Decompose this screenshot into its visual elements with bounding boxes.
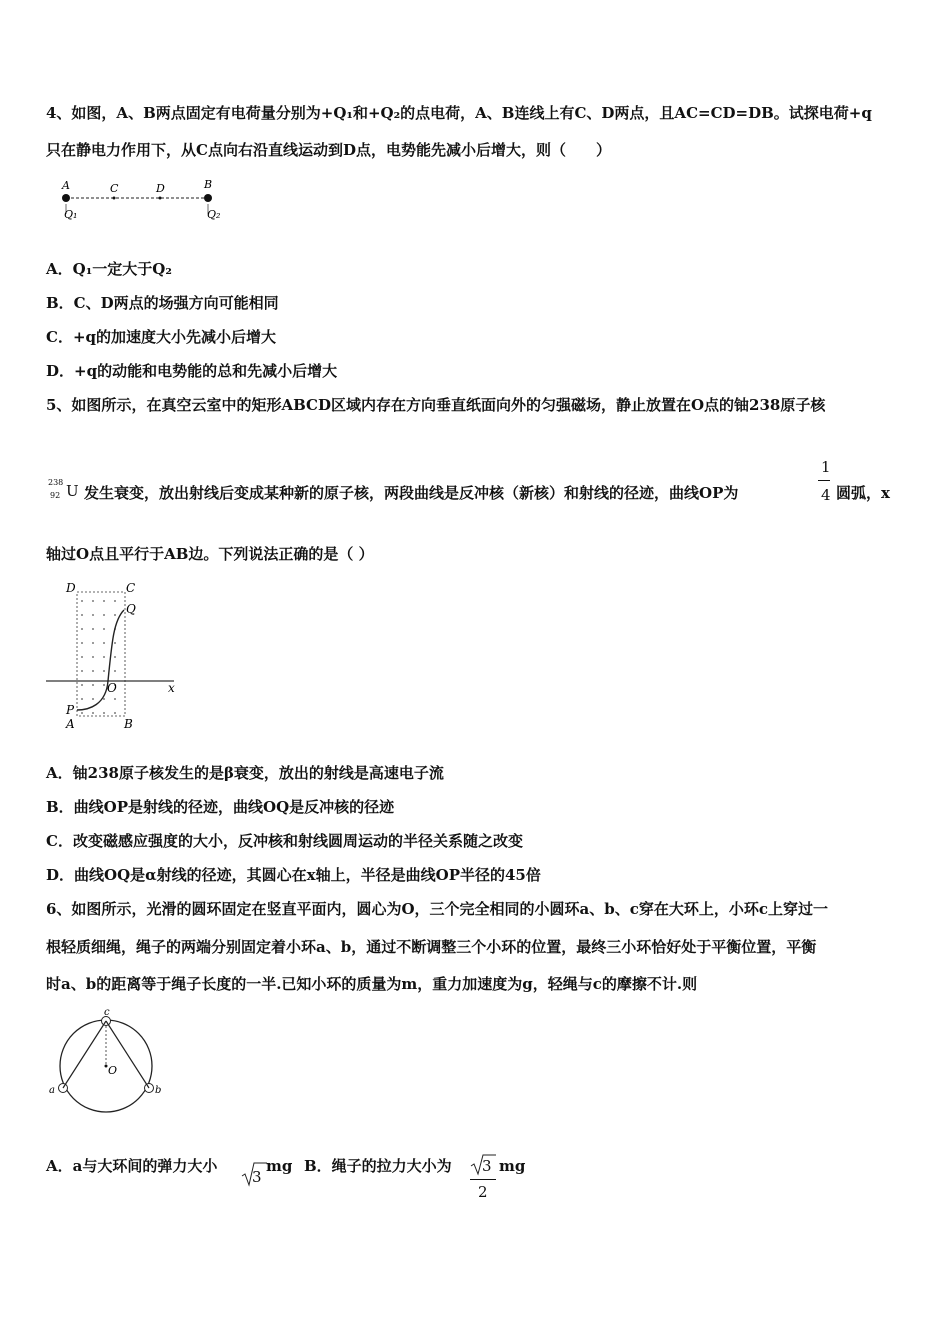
- fraction-numerator: 1: [821, 458, 831, 476]
- q5-option-b: B．曲线OP是射线的径迹，曲线OQ是反冲核的径迹: [46, 798, 395, 816]
- nuclide-atomic-number: 92: [50, 491, 61, 500]
- fraction-denominator: 4: [821, 486, 831, 504]
- label-A: A: [66, 717, 75, 731]
- q6-stem-line2: 根轻质细绳，绳子的两端分别固定着小环a、b，通过不断调整三个小环的位置，最终三小环恰好处于平衡位置，平衡: [46, 938, 817, 956]
- label-D: D: [156, 182, 165, 195]
- q6-stem-line1: 6、如图所示，光滑的圆环固定在竖直平面内，圆心为O，三个完全相同的小圆环a、b、c穿在大环上，小环c上穿过一: [46, 900, 828, 918]
- label-C: C: [110, 182, 119, 195]
- q5-stem-line3: 轴过O点且平行于AB边。下列说法正确的是（ ）: [46, 545, 374, 563]
- option-b-radicand: 3: [482, 1157, 492, 1175]
- label-Q: Q: [126, 602, 136, 616]
- q4-stem-line1: 4、如图，A、B两点固定有电荷量分别为+Q₁和+Q₂的点电荷，A、B连线上有C、D两点，且AC=CD=DB。试探电荷+q: [46, 104, 872, 122]
- nuclide-mass-number: 238: [48, 478, 64, 487]
- option-b-fraction-bar: [470, 1179, 496, 1180]
- q4-option-d: D．+q的动能和电势能的总和先减小后增大: [46, 362, 338, 380]
- q4-option-a: A．Q₁一定大于Q₂: [46, 260, 172, 278]
- label-a: a: [49, 1085, 55, 1096]
- label-Q1: Q₁: [64, 208, 78, 221]
- q6-stem-line3: 时a、b的距离等于绳子长度的一半.已知小环的质量为m，重力加速度为g，轻绳与c的摩擦不计.则: [46, 975, 698, 993]
- q5-stem-line2-end: 圆弧，x: [836, 484, 890, 502]
- label-D: D: [66, 581, 76, 595]
- option-a-radicand: 3: [252, 1168, 262, 1186]
- option-b-denominator: 2: [478, 1183, 488, 1201]
- label-c: c: [104, 1008, 110, 1018]
- label-b: b: [155, 1085, 162, 1096]
- option-b-unit: mg: [499, 1157, 526, 1175]
- q5-option-a: A．铀238原子核发生的是β衰变，放出的射线是高速电子流: [46, 764, 444, 782]
- q6-option-a-text: A．a与大环间的弹力大小: [46, 1157, 218, 1175]
- label-B: B: [204, 178, 213, 191]
- label-Q2: Q₂: [207, 208, 221, 221]
- q4-option-c: C．+q的加速度大小先减小后增大: [46, 328, 276, 346]
- q5-option-d: D．曲线OQ是α射线的径迹，其圆心在x轴上，半径是曲线OP半径的45倍: [46, 866, 541, 884]
- q6-option-b-text: B．绳子的拉力大小为: [304, 1157, 452, 1175]
- label-P: P: [66, 703, 75, 717]
- q5-figure: [44, 580, 194, 732]
- q4-option-b: B．C、D两点的场强方向可能相同: [46, 294, 279, 312]
- nuclide-symbol: U: [66, 482, 79, 500]
- q5-stem-line2: 发生衰变，放出射线后变成某种新的原子核，两段曲线是反冲核（新核）和射线的径迹，曲线OP为: [84, 484, 739, 502]
- label-x: x: [168, 681, 175, 695]
- label-B: B: [124, 717, 133, 731]
- q5-stem-line1: 5、如图所示，在真空云室中的矩形ABCD区域内存在方向垂直纸面向外的匀强磁场，静止放置在O点的铀238原子核: [46, 396, 826, 414]
- q4-figure: [52, 176, 232, 226]
- fraction-bar: [818, 480, 830, 481]
- label-A: A: [62, 179, 70, 192]
- label-O: O: [107, 681, 117, 695]
- label-O: O: [108, 1064, 118, 1077]
- option-a-unit: mg: [266, 1157, 293, 1175]
- q4-stem-line2: 只在静电力作用下，从C点向右沿直线运动到D点，电势能先减小后增大，则（ ）: [46, 141, 611, 159]
- q6-figure: [44, 1008, 174, 1128]
- label-C: C: [126, 581, 136, 595]
- q5-option-c: C．改变磁感应强度的大小，反冲核和射线圆周运动的半径关系随之改变: [46, 832, 523, 850]
